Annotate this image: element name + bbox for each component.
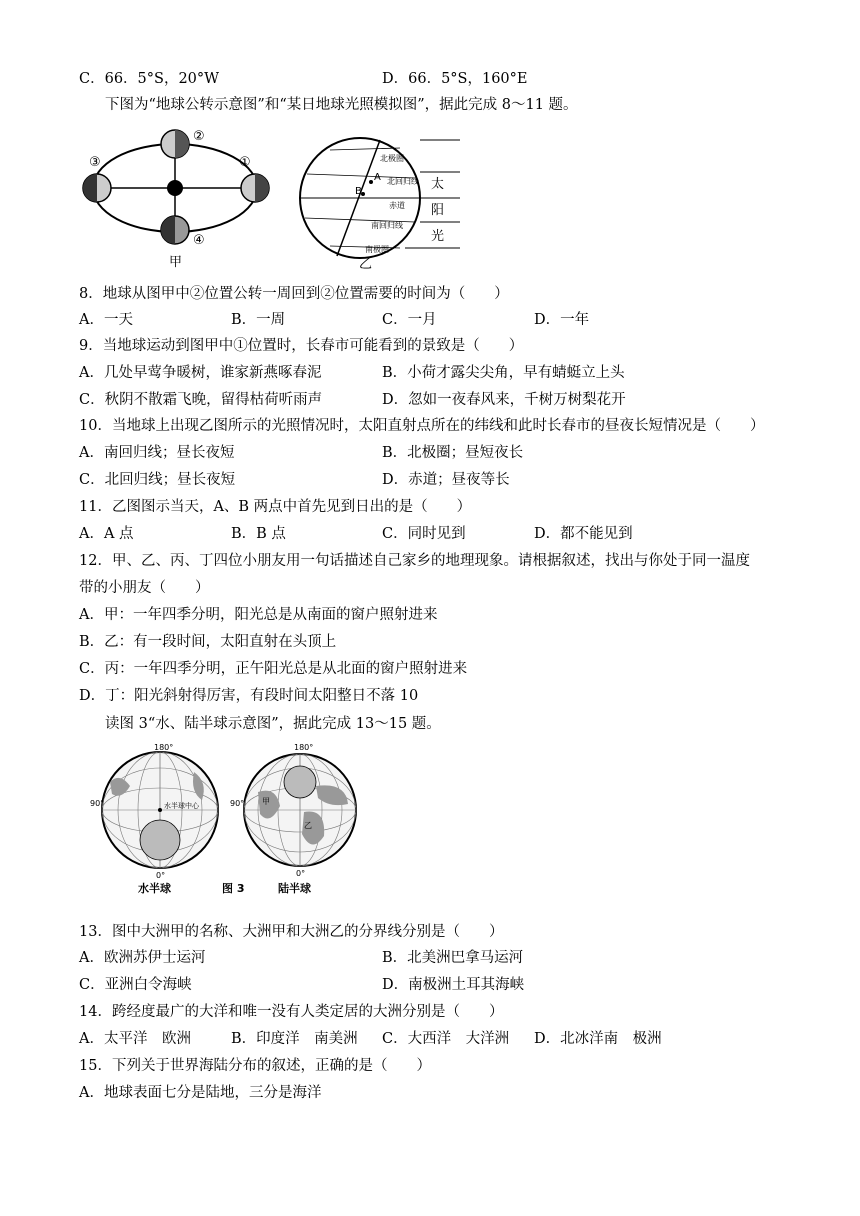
q11-stem: 11．乙图图示当天，A、B 两点中首先见到日出的是（ ）	[79, 499, 472, 515]
earth-position-1	[241, 174, 269, 202]
q12-option-b: B．乙：有一段时间，太阳直射在头顶上	[79, 634, 337, 650]
land-hemisphere-label: 陆半球	[278, 882, 311, 895]
earth-position-4	[161, 216, 189, 244]
water-lon-90: 90°	[90, 799, 105, 808]
continent-yi-label: 乙	[304, 821, 312, 830]
q13-option-b: B．北美洲巴拿马运河	[382, 950, 524, 966]
sunlight-label-1: 太	[431, 177, 445, 192]
water-lon-0: 0°	[156, 871, 166, 880]
q7-option-c: C．66．5°S，20°W	[79, 71, 220, 87]
q14-option-b: B．印度洋 南美洲	[231, 1031, 358, 1047]
land-lon-0: 0°	[296, 869, 306, 878]
earth-position-3	[83, 174, 111, 202]
arctic-circle-label: 北极圈	[380, 154, 404, 163]
point-b-label: B	[355, 186, 362, 197]
pos-2-label: ②	[193, 129, 205, 144]
land-hemisphere-globe	[244, 754, 356, 866]
water-hemisphere-label: 水半球	[138, 882, 171, 895]
q12-option-a: A．甲：一年四季分明，阳光总是从南面的窗户照射进来	[79, 607, 438, 623]
q14-option-d: D．北冰洋南 极洲	[534, 1031, 662, 1047]
q9-stem: 9．当地球运动到图甲中①位置时，长春市可能看到的景致是（ ）	[79, 338, 524, 354]
q14-option-c: C．大西洋 大洋洲	[382, 1031, 510, 1047]
equator-label: 赤道	[389, 201, 405, 210]
sun-icon	[167, 180, 183, 196]
figure-3-caption: 图 3	[222, 882, 245, 895]
land-lon-90: 90°	[230, 799, 245, 808]
q10-option-a: A．南回归线；昼长夜短	[79, 445, 235, 461]
point-a-label: A	[374, 172, 381, 183]
q10-option-c: C．北回归线；昼长夜短	[79, 472, 236, 488]
q12-option-c: C．丙：一年四季分明，正午阳光总是从北面的窗户照射进来	[79, 661, 468, 677]
intro-8-11: 下图为“地球公转示意图”和“某日地球光照模拟图”，据此完成 8～11 题。	[105, 97, 578, 113]
q8-option-b: B．一周	[231, 312, 286, 328]
q9-option-a: A．几处早莺争暖树，谁家新燕啄春泥	[79, 365, 322, 381]
hemispheres-figure	[90, 742, 360, 904]
tropic-cancer-label: 北回归线	[387, 177, 419, 186]
q12-option-d: D．丁：阳光斜射得厉害，有段时间太阳整日不落 10	[79, 688, 419, 704]
sunlight-label-3: 光	[431, 229, 445, 244]
q9-option-b: B．小荷才露尖尖角，早有蜻蜓立上头	[382, 365, 625, 381]
orbit-illumination-figure	[75, 118, 465, 272]
q11-option-d: D．都不能见到	[534, 526, 633, 542]
land-lon-180: 180°	[294, 743, 314, 752]
pos-3-label: ③	[89, 155, 101, 170]
continent-jia-label: 甲	[262, 797, 270, 806]
q8-option-d: D．一年	[534, 312, 590, 328]
q11-option-c: C．同时见到	[382, 526, 466, 542]
pos-1-label: ①	[239, 155, 251, 170]
q15-stem: 15．下列关于世界海陆分布的叙述，正确的是（ ）	[79, 1058, 431, 1074]
q8-option-a: A．一天	[79, 312, 133, 328]
q14-stem: 14．跨经度最广的大洋和唯一没有人类定居的大洲分别是（ ）	[79, 1004, 504, 1020]
q7-option-d: D．66．5°S，160°E	[382, 71, 528, 87]
q13-stem: 13．图中大洲甲的名称、大洲甲和大洲乙的分界线分别是（ ）	[79, 924, 504, 940]
q10-option-b: B．北极圈；昼短夜长	[382, 445, 524, 461]
q15-option-a: A．地球表面七分是陆地，三分是海洋	[79, 1085, 322, 1101]
water-hemisphere-globe	[102, 752, 218, 868]
q9-option-d: D．忽如一夜春风来，千树万树梨花开	[382, 392, 626, 408]
q13-option-a: A．欧洲苏伊士运河	[79, 950, 206, 966]
label-jia: 甲	[169, 255, 183, 270]
antarctic-circle-label: 南极圈	[365, 245, 389, 254]
water-center-label: 水半球中心	[164, 802, 199, 810]
q11-option-a: A．A 点	[79, 526, 134, 542]
pos-4-label: ④	[193, 233, 205, 248]
q13-option-d: D．南极洲土耳其海峡	[382, 977, 525, 993]
water-lon-180: 180°	[154, 743, 174, 752]
q12-stem-line2: 带的小朋友（ ）	[79, 580, 210, 596]
q9-option-c: C．秋阴不散霜飞晚，留得枯荷听雨声	[79, 392, 323, 408]
earth-position-2	[161, 130, 189, 158]
intro-13-15: 读图 3“水、陆半球示意图”，据此完成 13～15 题。	[105, 716, 441, 732]
q13-option-c: C．亚洲白令海峡	[79, 977, 192, 993]
q14-option-a: A．太平洋 欧洲	[79, 1031, 191, 1047]
sunlight-label-2: 阳	[431, 203, 445, 218]
q12-stem-line1: 12．甲、乙、丙、丁四位小朋友用一句话描述自己家乡的地理现象。请根据叙述，找出与你处于同一温度	[79, 553, 750, 569]
tropic-capricorn-label: 南回归线	[371, 221, 403, 230]
q11-option-b: B．B 点	[231, 526, 286, 542]
q8-option-c: C．一月	[382, 312, 437, 328]
q8-stem: 8．地球从图甲中②位置公转一周回到②位置需要的时间为（ ）	[79, 286, 509, 302]
label-yi: 乙	[359, 257, 373, 272]
q10-option-d: D．赤道；昼夜等长	[382, 472, 510, 488]
q10-stem: 10．当地球上出现乙图所示的光照情况时，太阳直射点所在的纬线和此时长春市的昼夜长短情况是（ ）	[79, 418, 765, 434]
